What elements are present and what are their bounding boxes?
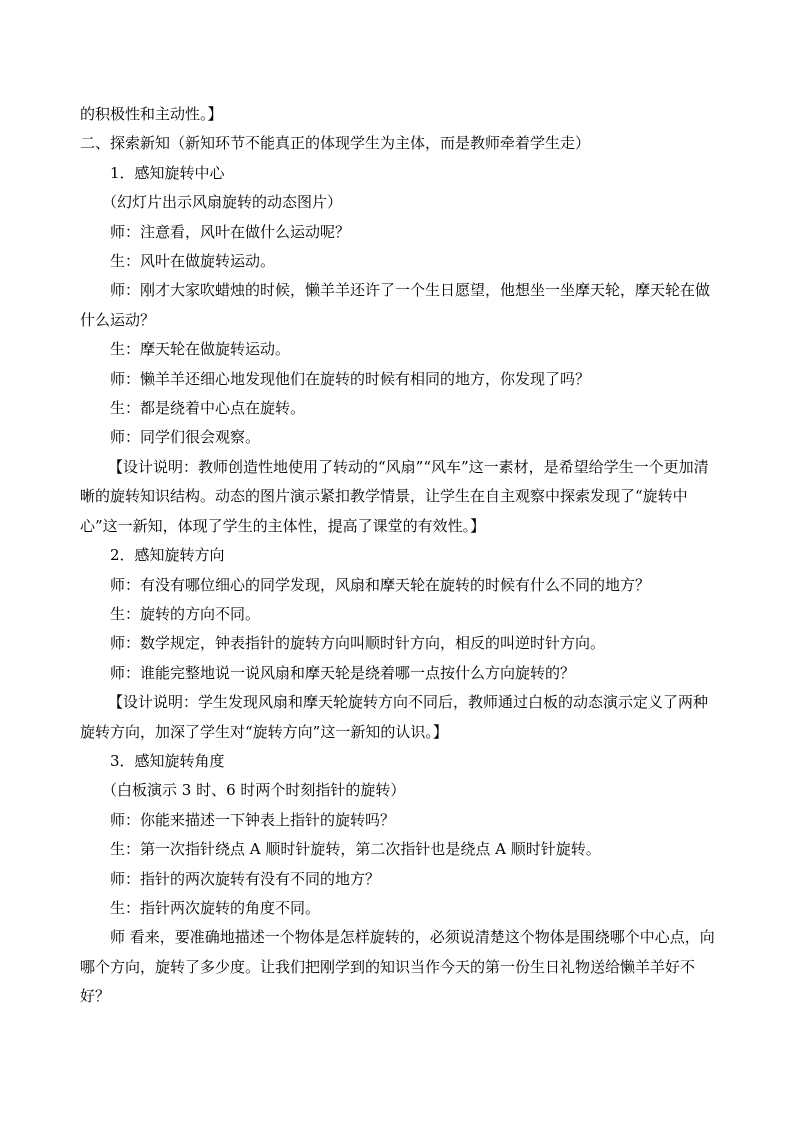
stage-note-slide: （幻灯片出示风扇旋转的动态图片） bbox=[102, 193, 343, 212]
design-note-2: 【设计说明：学生发现风扇和摩天轮旋转方向不同后，教师通过白板的动态演示定义了两种旋转方向，加深了学生对“旋转方向”这一新知的认识。】 bbox=[80, 693, 709, 741]
dialogue-line: 师：刚才大家吹蜡烛的时候，懒羊羊还许了一个生日愿望，他想坐一坐摩天轮，摩天轮在做什么运动？ bbox=[80, 281, 711, 329]
dialogue-line: 师：指针的两次旋转有没有不同的地方？ bbox=[110, 869, 381, 888]
section-heading-explore: 二、探索新知（新知环节不能真正的体现学生为主体，而是教师牵着学生走） bbox=[80, 134, 591, 153]
dialogue-line: 师：同学们很会观察。 bbox=[110, 428, 261, 447]
dialogue-line: 生：旋转的方向不同。 bbox=[110, 604, 261, 623]
dialogue-line: 生：都是绕着中心点在旋转。 bbox=[110, 399, 306, 418]
dialogue-line: 师：你能来描述一下钟表上指针的旋转吗？ bbox=[110, 810, 396, 829]
dialogue-line: 生：摩天轮在做旋转运动。 bbox=[110, 340, 291, 359]
dialogue-line: 师：数学规定，钟表指针的旋转方向叫顺时针方向，相反的叫逆时针方向。 bbox=[110, 634, 606, 653]
dialogue-line: 师：谁能完整地说一说风扇和摩天轮是绕着哪一点按什么方向旋转的？ bbox=[110, 663, 576, 682]
dialogue-line: 生：风叶在做旋转运动。 bbox=[110, 252, 276, 271]
subheading-rotation-center: 1．感知旋转中心 bbox=[110, 163, 225, 182]
document-body bbox=[80, 100, 720, 1012]
dialogue-line: 师：有没有哪位细心的同学发现，风扇和摩天轮在旋转的时候有什么不同的地方？ bbox=[110, 575, 651, 594]
subheading-rotation-direction: 2．感知旋转方向 bbox=[110, 546, 225, 565]
dialogue-line: 师：注意看，风叶在做什么运动呢？ bbox=[110, 222, 351, 241]
dialogue-line: 生：指针两次旋转的角度不同。 bbox=[110, 898, 321, 917]
dialogue-line: 师 看来，要准确地描述一个物体是怎样旋转的，必须说清楚这个物体是围绕哪个中心点，向哪个方向，旋转了多少度。让我们把刚学到的知识当作今天的第一份生日礼物送给懒羊羊好不好？ bbox=[80, 928, 715, 1006]
design-note-1: 【设计说明：教师创造性地使用了转动的“风扇”“风车”这一素材，是希望给学生一个更加清晰的旋转知识结构。动态的图片演示紧扣教学情景，让学生在自主观察中探索发现了“旋转中心”这一新知，体现了学生的主体性，提高了课堂的有效性。】 bbox=[80, 457, 709, 535]
paragraph-1: 的积极性和主动性。】 bbox=[80, 105, 223, 123]
stage-note-whiteboard: （白板演示 3 时、6 时两个时刻指针的旋转） bbox=[102, 781, 406, 800]
subheading-rotation-angle: 3．感知旋转角度 bbox=[110, 751, 225, 770]
dialogue-line: 生：第一次指针绕点 A 顺时针旋转，第二次指针也是绕点 A 顺时针旋转。 bbox=[110, 840, 601, 859]
dialogue-line: 师：懒羊羊还细心地发现他们在旋转的时候有相同的地方，你发现了吗？ bbox=[110, 369, 591, 388]
